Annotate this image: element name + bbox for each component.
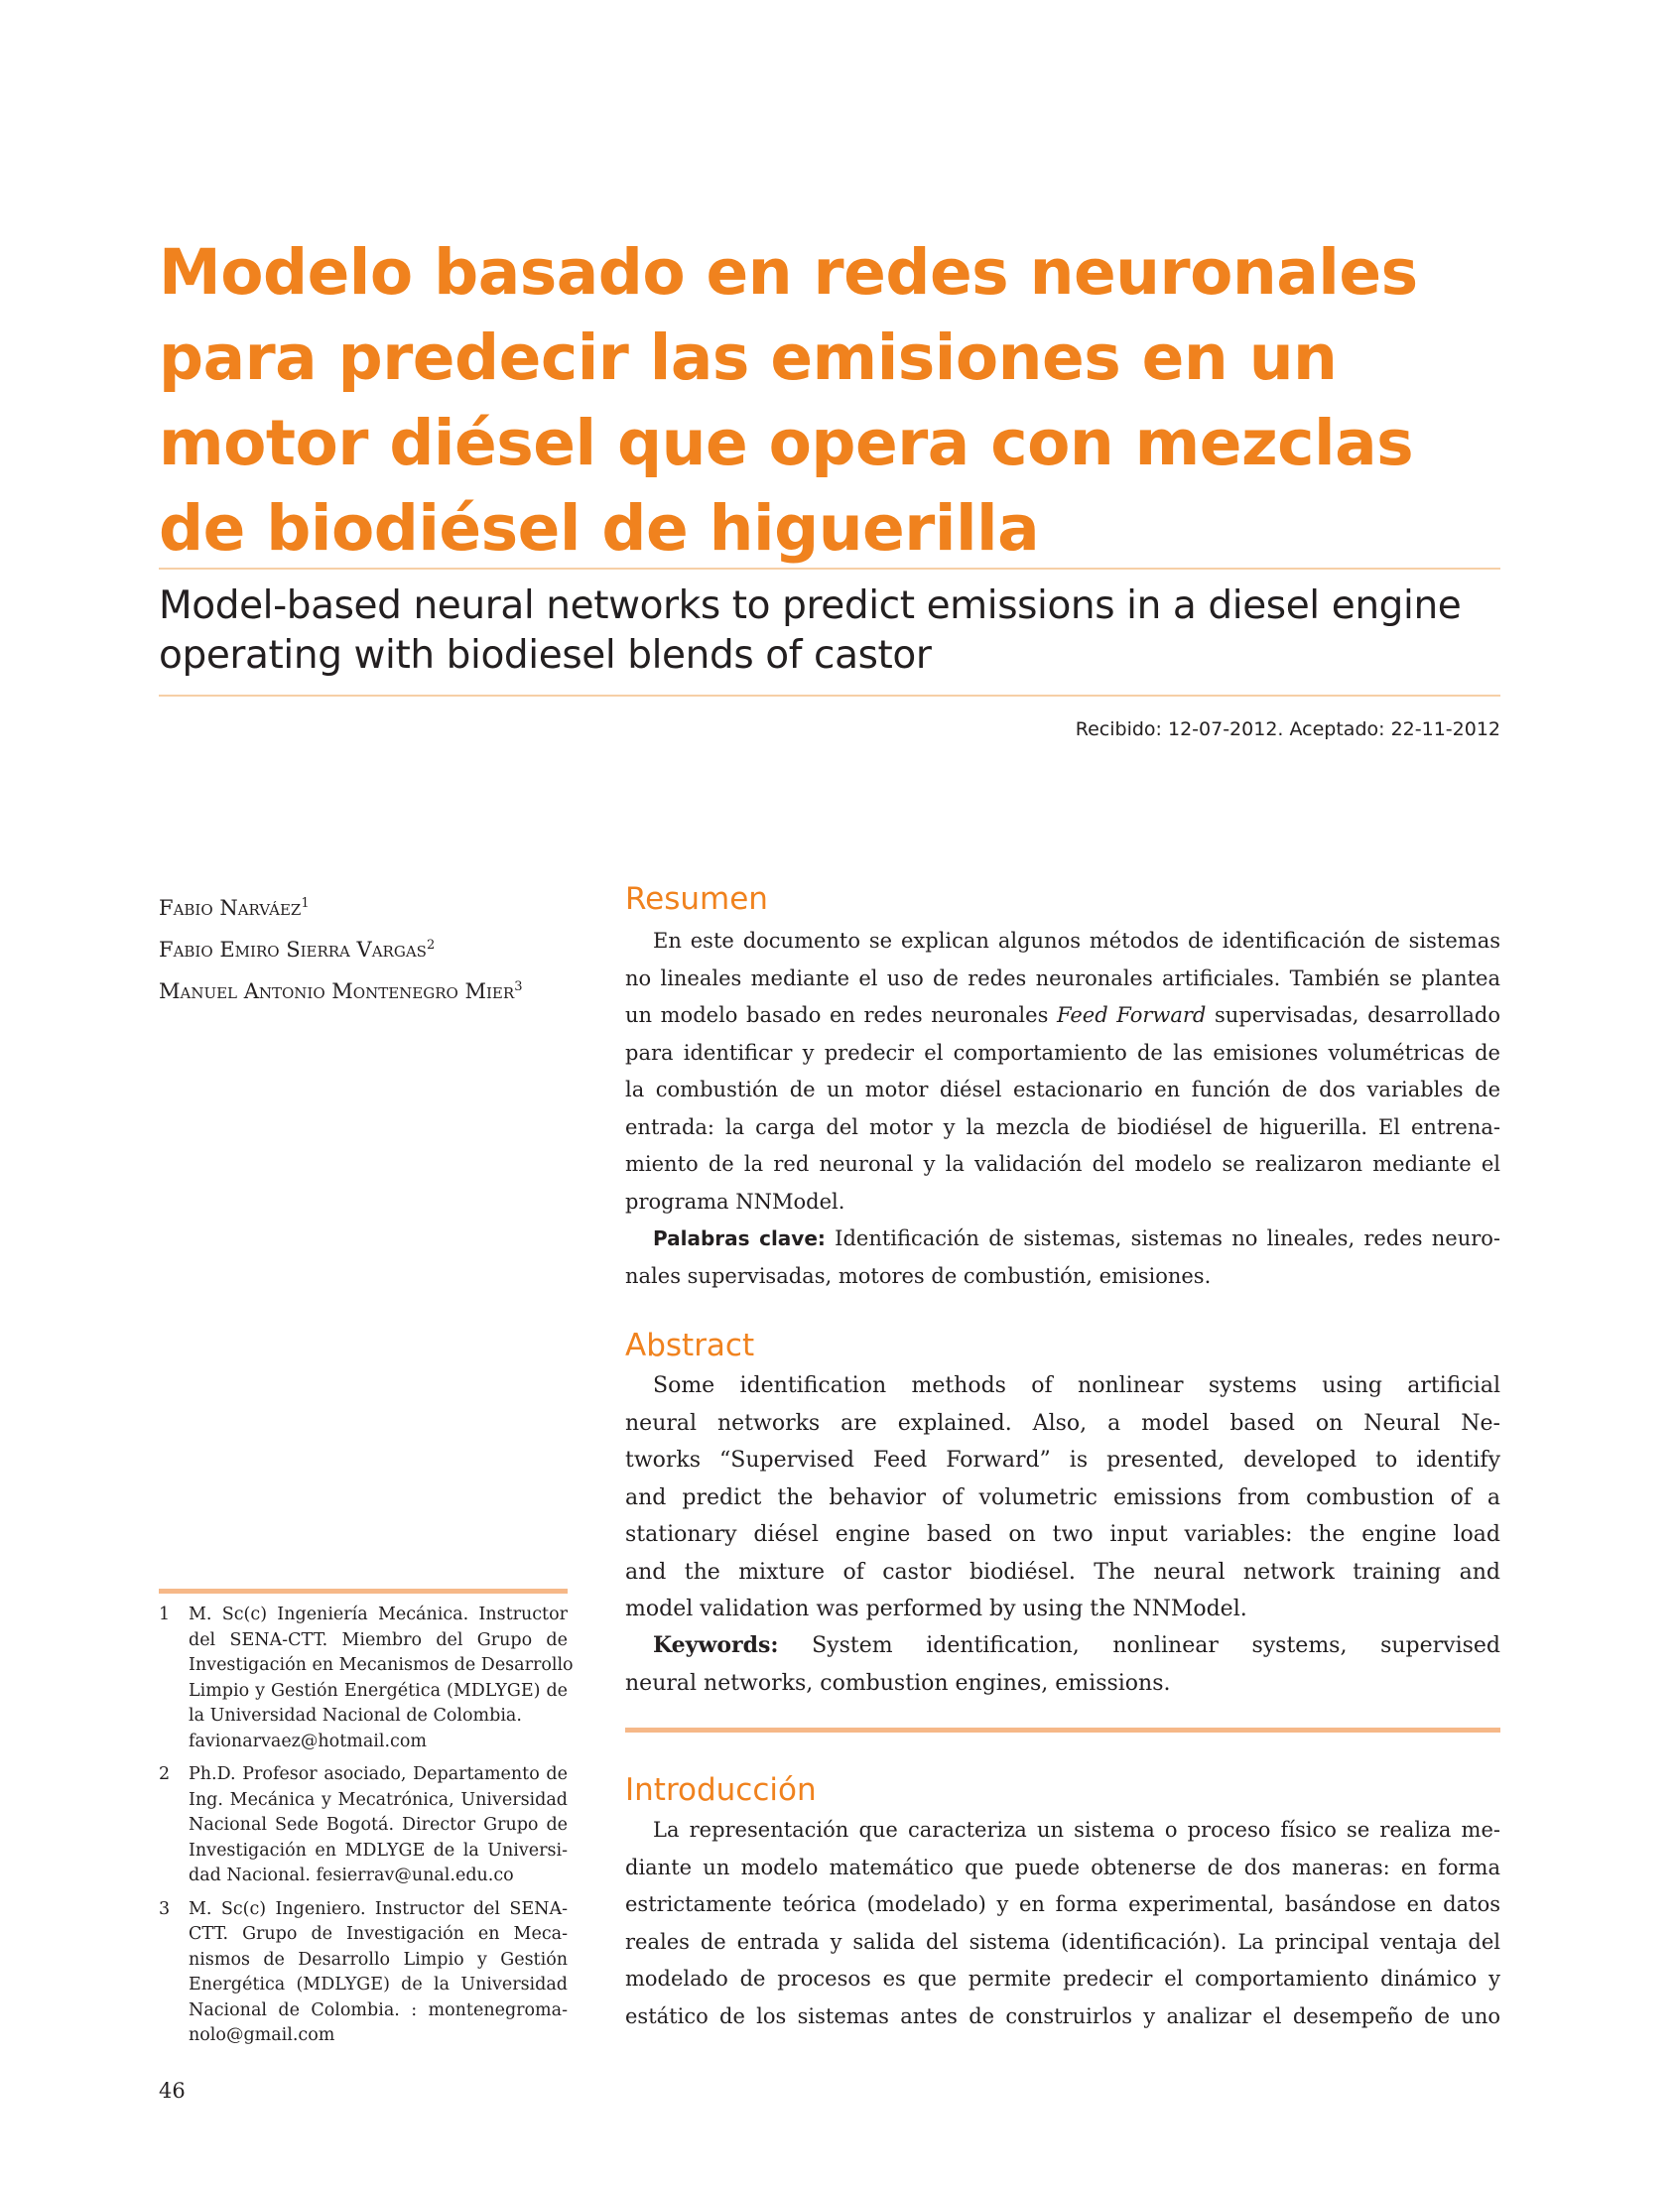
page-number: 46: [159, 2079, 186, 2103]
footnote-number: 2: [159, 1764, 171, 1784]
abstract-line: tworks “Supervised Feed Forward” is presented, developed to identify: [625, 1448, 1500, 1473]
author: [159, 927, 576, 968]
keywords-label: Keywords:: [653, 1632, 779, 1658]
footnote-text: [189, 1897, 568, 2049]
article-title-es: [159, 230, 1508, 572]
keywords: [625, 1627, 1500, 1702]
article-title-en: [159, 581, 1500, 681]
introduccion-body: [625, 1812, 1500, 2035]
footnote-email: nolo@gmail.com: [189, 2025, 335, 2045]
resumen-line: no lineales mediante el uso de redes neuronales artificiales. También se plantea: [625, 965, 1500, 990]
footnote-line: nismos de Desarrollo Limpio y Gestión: [189, 1949, 568, 1970]
author-name: Fabio Narváez: [159, 896, 302, 920]
author-ref: 2: [426, 938, 436, 953]
footnote: [159, 1762, 568, 1889]
footnote-line: Limpio y Gestión Energética (MDLYGE) de: [189, 1680, 568, 1701]
section-divider: [625, 1728, 1500, 1733]
footnote-line: CTT. Grupo de Investigación en Meca-: [189, 1924, 568, 1944]
abstract-line: neural networks are explained. Also, a model based on Neural Ne-: [625, 1410, 1500, 1436]
footnote: [159, 1603, 574, 1754]
keywords-line: neural networks, combustion engines, emissions.: [625, 1670, 1171, 1696]
footnote-line: Ing. Mecánica y Mecatrónica, Universidad: [189, 1789, 568, 1810]
resumen-line: [625, 997, 1500, 1035]
abstract-line: Some identification methods of nonlinear systems using artificial: [653, 1373, 1500, 1398]
abstract-line: stationary diésel engine based on two input variables: the engine load: [625, 1522, 1500, 1547]
resumen-line: programa NNModel.: [625, 1189, 845, 1214]
footnote: [159, 1897, 568, 2049]
title-es-line: para predecir las emisiones en un: [159, 322, 1338, 394]
title-divider-top: [159, 568, 1500, 570]
intro-line: reales de entrada y salida del sistema (identificación). La principal ventaja del: [625, 1929, 1500, 1954]
palabras-clave: [625, 1221, 1500, 1295]
intro-line: diante un modelo matemático que puede obtenerse de dos maneras: en forma: [625, 1855, 1500, 1879]
abstract-heading: Abstract: [625, 1328, 755, 1363]
footnote-line: Investigación en MDLYGE de la Universi-: [189, 1840, 568, 1861]
intro-line: La representación que caracteriza un sistema o proceso físico se realiza me-: [653, 1818, 1500, 1842]
footnote-line: del SENA-CTT. Miembro del Grupo de: [189, 1629, 568, 1650]
resumen-line: la combustión de un motor diésel estacionario en función de dos variables de: [625, 1078, 1500, 1101]
feed-forward-term: Feed Forward: [1056, 1003, 1207, 1027]
author-name: Fabio Emiro Sierra Vargas: [159, 938, 427, 962]
intro-line: modelado de procesos es que permite predecir el comportamiento dinámico y: [625, 1967, 1500, 1991]
author: [159, 968, 576, 1010]
footnote-text: [189, 1762, 568, 1889]
keywords-line: [625, 1627, 1500, 1665]
footnote-text: [189, 1603, 574, 1754]
author-ref: 1: [301, 896, 310, 911]
abstract-line: and the mixture of castor biodiésel. The neural network training and: [625, 1559, 1500, 1585]
introduccion-heading: Introducción: [625, 1772, 817, 1808]
resumen-line: para identificar y predecir el comportamiento de las emisiones volumétricas de: [625, 1040, 1500, 1065]
abstract-line: model validation was performed by using the NNModel.: [625, 1597, 1247, 1621]
abstract-body: [625, 1367, 1500, 1628]
received-accepted-dates: Recibido: 12-07-2012. Aceptado: 22-11-2012: [1075, 718, 1500, 740]
footnote-line: Ph.D. Profesor asociado, Departamento de: [189, 1764, 568, 1784]
footnote-number: 1: [159, 1605, 171, 1624]
footnote-line: dad Nacional. fesierrav@unal.edu.co: [189, 1866, 514, 1885]
keywords-line: [625, 1221, 1500, 1258]
footnote-divider: [159, 1589, 568, 1594]
keywords-text: Identificación de sistemas, sistemas no lineales, redes neuro-: [825, 1226, 1500, 1250]
author-ref: 3: [514, 979, 523, 994]
footnote-line: M. Sc(c) Ingeniero. Instructor del SENA-: [189, 1898, 568, 1919]
author-list: [159, 885, 576, 1010]
footnote-line: Energética (MDLYGE) de la Universidad: [189, 1975, 568, 1995]
title-es-line: motor diésel que opera con mezclas: [159, 407, 1414, 479]
intro-line: estático de los sistemas antes de construirlos y analizar el desempeño de uno: [625, 2003, 1500, 2028]
abstract-line: and predict the behavior of volumetric emissions from combustion of a: [625, 1484, 1500, 1510]
resumen-line: En este documento se explican algunos métodos de identificación de sistemas: [653, 929, 1500, 953]
author: [159, 885, 576, 927]
footnote-line: Investigación en Mecanismos de Desarrollo: [189, 1655, 574, 1675]
title-en-line: operating with biodiesel blends of castor: [159, 633, 932, 678]
resumen-line: miento de la red neuronal y la validación del modelo se realizaron mediante el: [625, 1152, 1500, 1176]
title-en-line: Model-based neural networks to predict emissions in a diesel engine: [159, 583, 1462, 628]
footnote-line: Nacional de Colombia. : montenegroma-: [189, 1999, 568, 2020]
keywords-text: System identification, nonlinear systems, supervised: [778, 1633, 1500, 1658]
intro-line: estrictamente teórica (modelado) y en forma experimental, basándose en datos: [625, 1892, 1500, 1916]
footnote-line: la Universidad Nacional de Colombia.: [189, 1706, 522, 1726]
resumen-heading: Resumen: [625, 881, 768, 917]
resumen-text: supervisadas, desarrollado: [1214, 1003, 1500, 1027]
resumen-line: entrada: la carga del motor y la mezcla de biodiésel de higuerilla. El entrena-: [625, 1114, 1500, 1139]
footnote-line: M. Sc(c) Ingeniería Mecánica. Instructor: [189, 1605, 568, 1624]
resumen-text: un modelo basado en redes neuronales: [625, 1003, 1057, 1027]
footnotes: [159, 1603, 574, 2057]
title-es-line: de biodiésel de higuerilla: [159, 492, 1040, 565]
title-es-line: Modelo basado en redes neuronales: [159, 236, 1418, 309]
footnote-email: favionarvaez@hotmail.com: [189, 1731, 427, 1751]
footnote-number: 3: [159, 1898, 171, 1919]
author-name: Manuel Antonio Montenegro Mier: [159, 979, 515, 1003]
keywords-label: Palabras clave:: [653, 1226, 826, 1250]
footnote-line: Nacional Sede Bogotá. Director Grupo de: [189, 1815, 568, 1835]
keywords-line: nales supervisadas, motores de combustión, emisiones.: [625, 1263, 1212, 1288]
resumen-body: [625, 923, 1500, 1221]
title-divider-bottom: [159, 695, 1500, 697]
